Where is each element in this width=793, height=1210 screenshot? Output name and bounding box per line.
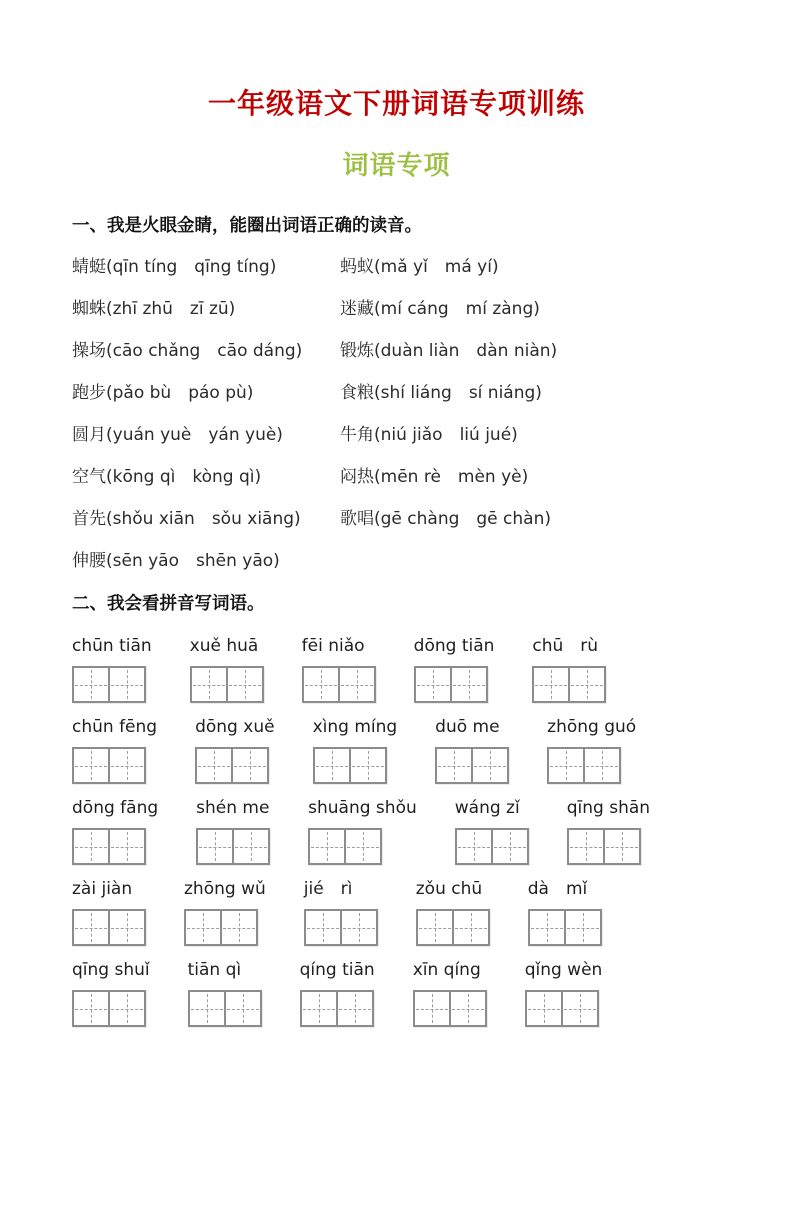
writing-grid <box>72 666 146 703</box>
word-choice-row <box>72 465 745 489</box>
grid-cell <box>527 992 561 1025</box>
grid-cell <box>415 992 449 1025</box>
word-choice-item: 闷热(mēn rè mèn yè) <box>340 467 529 487</box>
writing-grid <box>416 909 490 946</box>
pinyin-word-block <box>313 716 398 784</box>
pinyin-word-block <box>72 878 146 946</box>
grid-cell <box>583 749 619 782</box>
pinyin-label: xìng míng <box>312 717 398 737</box>
writing-grid <box>300 990 374 1027</box>
section-pronunciation <box>72 214 745 573</box>
writing-grid <box>455 828 529 865</box>
grid-cell <box>603 830 639 863</box>
grid-cell <box>336 992 372 1025</box>
section-1-heading: 一、我是火眼金睛，能圈出词语正确的读音。 <box>72 216 422 236</box>
pinyin-label: dōng xuě <box>195 717 275 737</box>
word-choice-item: 牛角(niú jiǎo liú jué) <box>340 425 518 445</box>
pinyin-word-block <box>184 878 266 946</box>
writing-grid <box>525 990 599 1027</box>
pinyin-word-block <box>308 797 417 865</box>
writing-grid <box>196 828 270 865</box>
pinyin-label: jié rì <box>303 879 353 899</box>
pinyin-writing-row <box>72 959 745 1027</box>
grid-cell <box>349 749 385 782</box>
word-choice-item: 跑步(pǎo bù páo pù) <box>72 383 254 403</box>
pinyin-word-block <box>413 959 487 1027</box>
writing-grid <box>72 909 146 946</box>
word-choice-item: 迷藏(mí cáng mí zàng) <box>340 299 540 319</box>
pinyin-word-block <box>435 716 509 784</box>
grid-cell <box>197 749 231 782</box>
pinyin-word-block <box>190 635 264 703</box>
pinyin-word-block <box>528 878 602 946</box>
writing-grid <box>547 747 621 784</box>
grid-cell <box>108 668 144 701</box>
writing-grid <box>304 909 378 946</box>
grid-cell <box>338 668 374 701</box>
writing-grid <box>72 747 146 784</box>
word-choice-item: 锻炼(duàn liàn dàn niàn) <box>340 341 558 361</box>
grid-cell <box>108 830 144 863</box>
pinyin-label: zhōng guó <box>547 717 637 737</box>
section-pinyin-writing <box>72 592 745 1027</box>
pinyin-label: fēi niǎo <box>301 636 365 656</box>
word-choice-item: 操场(cāo chǎng cāo dáng) <box>72 341 303 361</box>
grid-cell <box>310 830 344 863</box>
pinyin-writing-row <box>72 716 745 784</box>
grid-cell <box>108 992 144 1025</box>
pinyin-writing-row <box>72 635 745 703</box>
pinyin-word-block <box>72 716 157 784</box>
grid-cell <box>437 749 471 782</box>
grid-cell <box>340 911 376 944</box>
writing-grid <box>313 747 387 784</box>
grid-cell <box>568 668 604 701</box>
pinyin-label: dà mǐ <box>527 879 588 899</box>
grid-cell <box>224 992 260 1025</box>
pinyin-word-block <box>525 959 603 1027</box>
writing-grid <box>72 828 146 865</box>
pinyin-word-block <box>547 716 636 784</box>
pinyin-writing-row <box>72 797 745 865</box>
pinyin-word-block <box>72 797 158 865</box>
word-choice-row <box>72 549 745 573</box>
word-choice-item <box>340 549 745 573</box>
writing-grid <box>413 990 487 1027</box>
grid-cell <box>304 668 338 701</box>
word-choice-item: 蚂蚁(mǎ yǐ má yí) <box>340 257 499 277</box>
pinyin-word-block <box>416 878 490 946</box>
word-choice-row <box>72 255 745 279</box>
grid-cell <box>220 911 256 944</box>
pinyin-label: dōng tiān <box>413 636 495 656</box>
pinyin-label: zǒu chū <box>415 879 483 899</box>
word-choice-row <box>72 297 745 321</box>
pinyin-label: xīn qíng <box>412 960 481 980</box>
pinyin-word-block <box>72 635 152 703</box>
word-choice-item: 空气(kōng qì kòng qì) <box>72 467 262 487</box>
grid-cell <box>416 668 450 701</box>
worksheet-content <box>72 214 745 1027</box>
grid-cell <box>74 668 108 701</box>
pinyin-label: qǐng wèn <box>524 960 603 980</box>
pinyin-label: qīng shān <box>566 798 651 818</box>
word-choice-row <box>72 423 745 447</box>
grid-cell <box>74 992 108 1025</box>
grid-cell <box>186 911 220 944</box>
pinyin-label: xuě huā <box>189 636 259 656</box>
pinyin-word-block <box>188 959 262 1027</box>
writing-grid <box>190 666 264 703</box>
grid-cell <box>450 668 486 701</box>
pinyin-label: qīng shuǐ <box>72 960 150 980</box>
word-choice-item: 食粮(shí liáng sí niáng) <box>340 383 542 403</box>
pinyin-label: qíng tiān <box>299 960 375 980</box>
pinyin-word-block <box>414 635 495 703</box>
grid-cell <box>192 668 226 701</box>
grid-cell <box>561 992 597 1025</box>
grid-cell <box>231 749 267 782</box>
writing-grid <box>308 828 382 865</box>
pinyin-label: duō me <box>435 717 500 737</box>
grid-cell <box>306 911 340 944</box>
pinyin-writing-row <box>72 878 745 946</box>
grid-cell <box>449 992 485 1025</box>
grid-cell <box>457 830 491 863</box>
word-choice-item: 圆月(yuán yuè yán yuè) <box>72 425 283 445</box>
writing-grid <box>528 909 602 946</box>
writing-grid <box>532 666 606 703</box>
pinyin-label: chūn fēng <box>72 717 158 737</box>
grid-cell <box>418 911 452 944</box>
grid-cell <box>108 749 144 782</box>
grid-cell <box>530 911 564 944</box>
writing-grid <box>184 909 258 946</box>
pinyin-label: tiān qì <box>187 960 242 980</box>
grid-cell <box>74 911 108 944</box>
page-title: 一年级语文下册词语专项训练 <box>207 87 585 120</box>
grid-cell <box>108 911 144 944</box>
grid-cell <box>564 911 600 944</box>
pinyin-label: chūn tiān <box>72 636 152 656</box>
grid-cell <box>74 749 108 782</box>
pinyin-label: shén me <box>196 798 270 818</box>
pinyin-word-block <box>304 878 378 946</box>
page-subtitle: 词语专项 <box>342 151 451 181</box>
pinyin-label: zài jiàn <box>72 879 133 899</box>
pinyin-word-block <box>302 635 376 703</box>
word-choice-item: 蜻蜓(qīn tíng qīng tíng) <box>72 257 277 277</box>
grid-cell <box>226 668 262 701</box>
pinyin-word-block <box>455 797 529 865</box>
pinyin-label: shuāng shǒu <box>308 798 417 818</box>
writing-grid <box>72 990 146 1027</box>
pinyin-word-block <box>72 959 150 1027</box>
grid-cell <box>471 749 507 782</box>
writing-grid <box>435 747 509 784</box>
grid-cell <box>315 749 349 782</box>
pinyin-label: chū rù <box>532 636 599 656</box>
word-choice-item: 首先(shǒu xiān sǒu xiāng) <box>72 509 301 529</box>
grid-cell <box>232 830 268 863</box>
word-choice-item: 蜘蛛(zhī zhū zī zū) <box>72 299 236 319</box>
worksheet-page <box>0 88 793 1210</box>
pinyin-word-block <box>195 716 274 784</box>
word-choice-row <box>72 381 745 405</box>
grid-cell <box>190 992 224 1025</box>
grid-cell <box>74 830 108 863</box>
pinyin-word-block <box>196 797 270 865</box>
pinyin-word-block <box>567 797 650 865</box>
writing-grid <box>302 666 376 703</box>
writing-grid <box>195 747 269 784</box>
section-2-heading: 二、我会看拼音写词语。 <box>72 594 265 614</box>
pinyin-word-block <box>300 959 375 1027</box>
writing-grid <box>414 666 488 703</box>
grid-cell <box>302 992 336 1025</box>
word-choice-item: 伸腰(sēn yāo shēn yāo) <box>72 551 280 571</box>
grid-cell <box>569 830 603 863</box>
grid-cell <box>491 830 527 863</box>
grid-cell <box>344 830 380 863</box>
word-choice-item: 歌唱(gē chàng gē chàn) <box>340 509 551 529</box>
grid-cell <box>549 749 583 782</box>
pinyin-label: zhōng wǔ <box>184 879 266 899</box>
pinyin-label: dōng fāng <box>72 798 159 818</box>
word-choice-row <box>72 339 745 363</box>
grid-cell <box>534 668 568 701</box>
pinyin-label: wáng zǐ <box>454 798 520 818</box>
writing-grid <box>188 990 262 1027</box>
pinyin-word-block <box>532 635 606 703</box>
grid-cell <box>198 830 232 863</box>
word-choice-row <box>72 507 745 531</box>
writing-grid <box>567 828 641 865</box>
grid-cell <box>452 911 488 944</box>
